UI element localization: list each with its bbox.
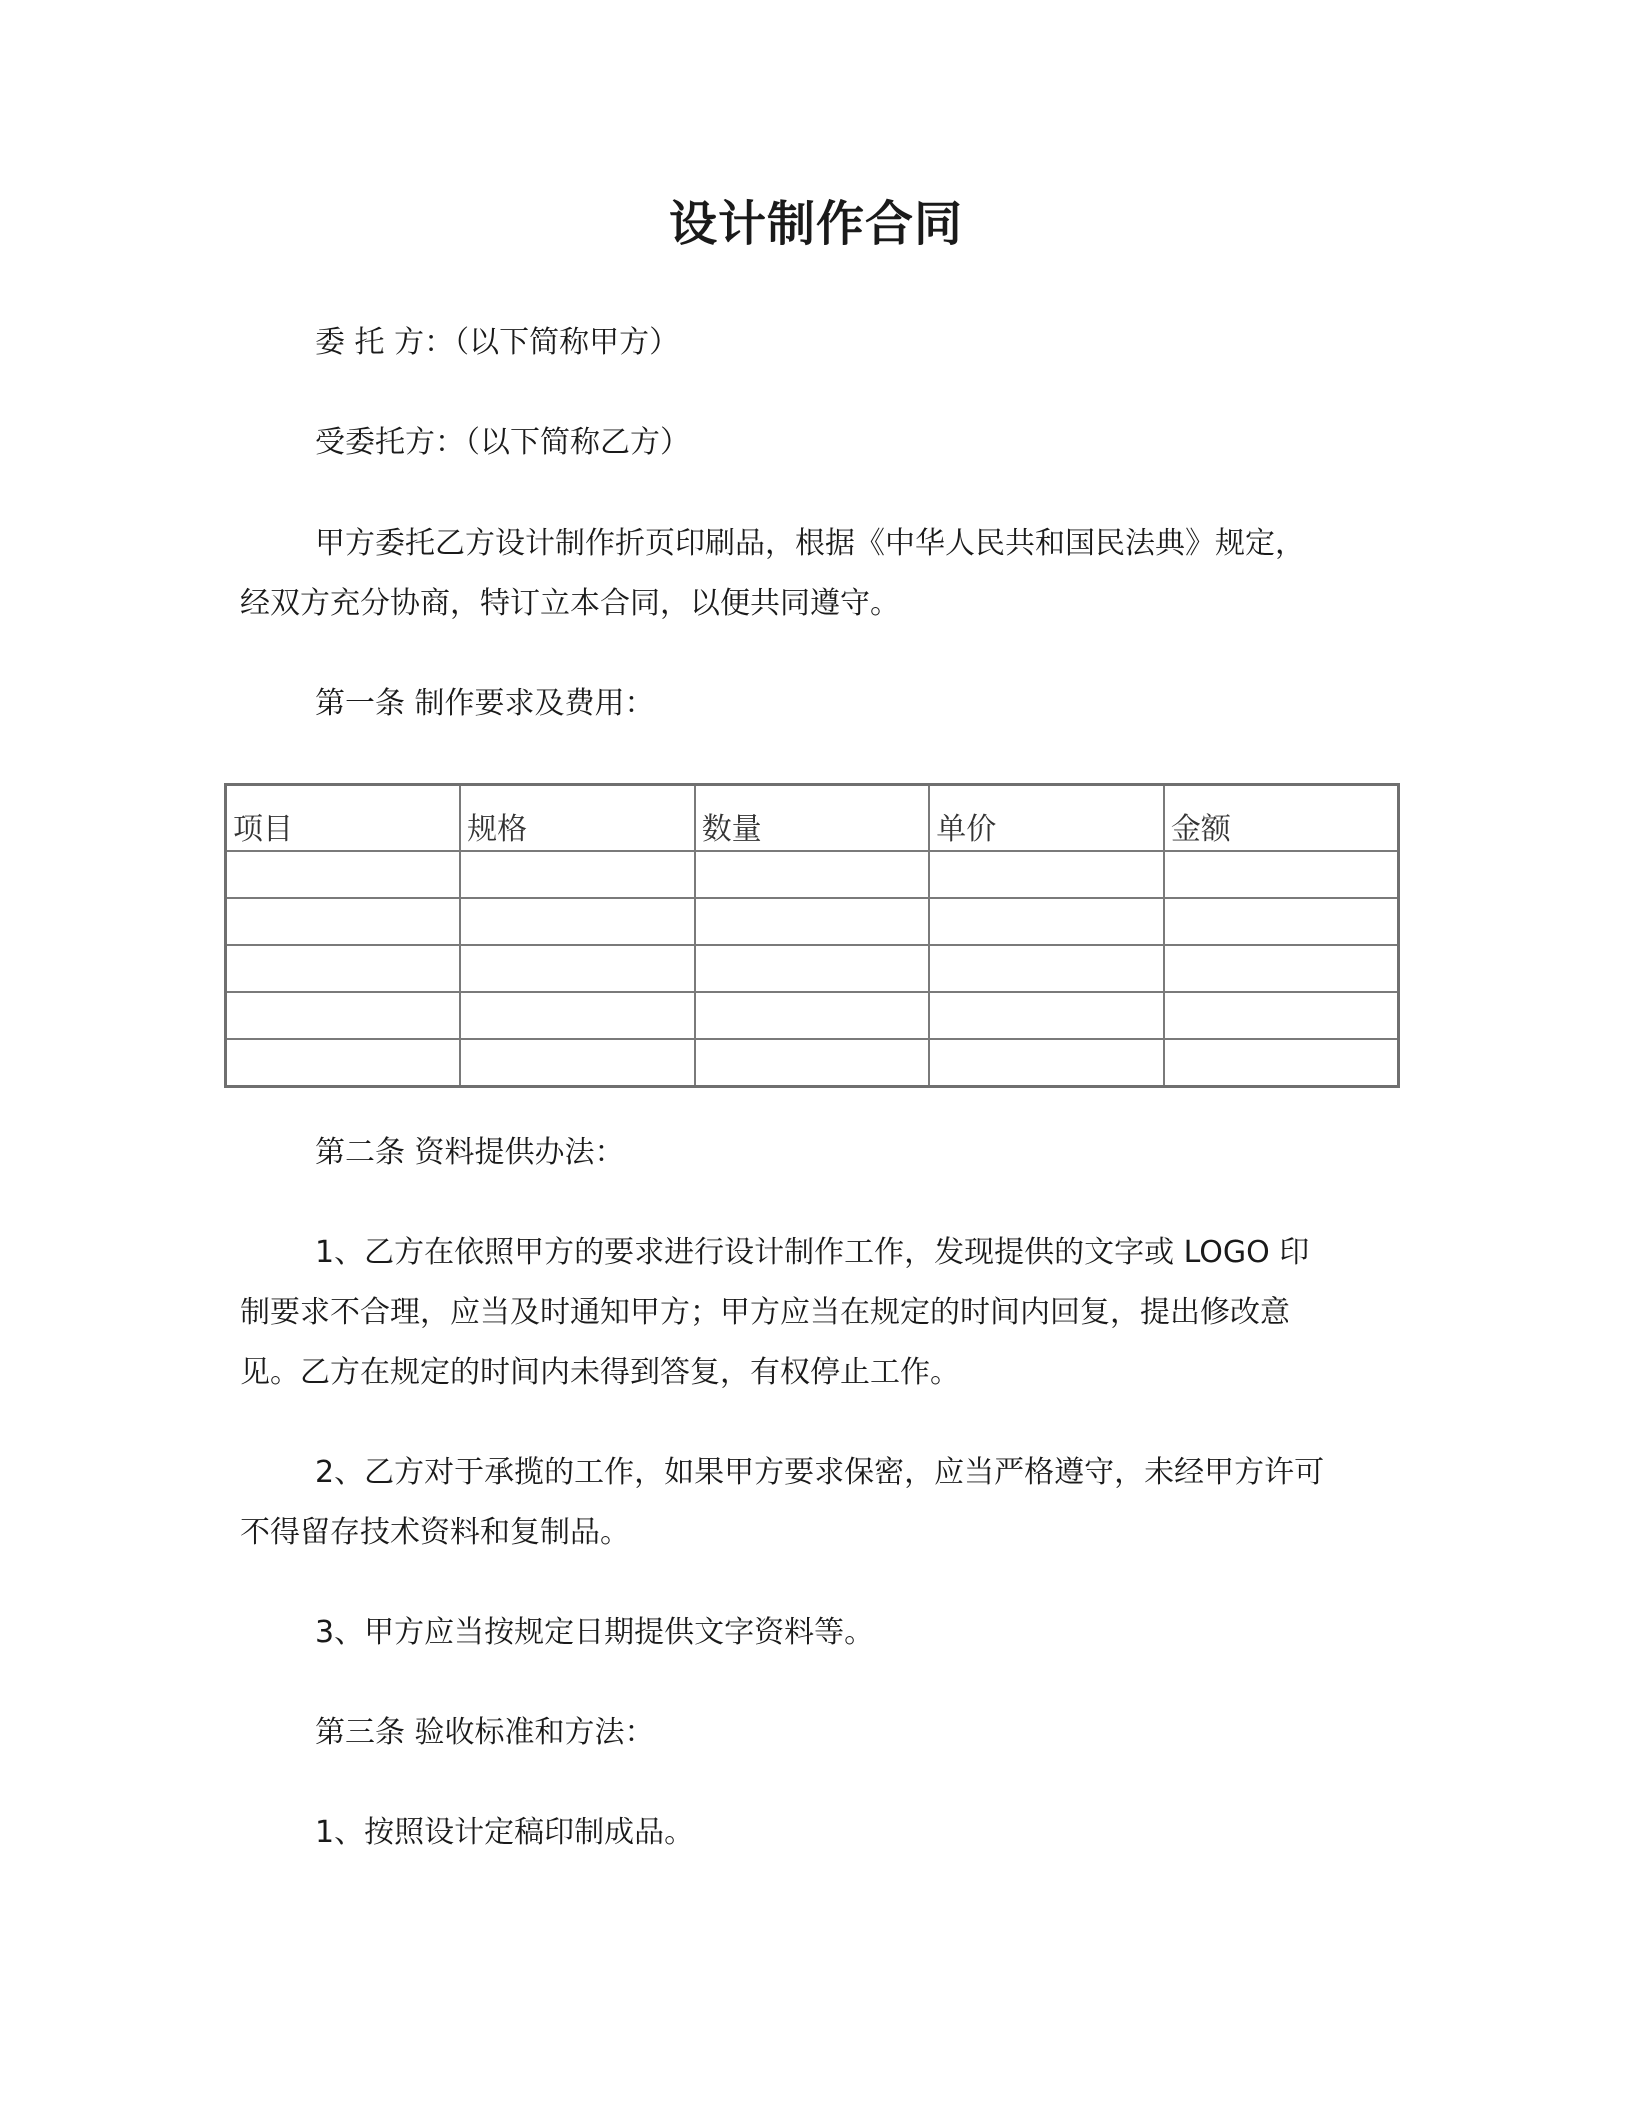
table-cell: [929, 1039, 1164, 1087]
table-cell: [1164, 1039, 1399, 1087]
spec-table: [224, 783, 1400, 1088]
table-row: [226, 992, 1399, 1039]
table-cell: [226, 945, 461, 992]
table-cell: [695, 992, 930, 1039]
table-cell: [226, 898, 461, 945]
document-title: 设计制作合同: [668, 196, 963, 252]
table-cell: [226, 992, 461, 1039]
table-header-quantity: 数量: [695, 785, 930, 852]
article-1-heading: 第一条 制作要求及费用：: [315, 686, 655, 721]
table-header-item: 项目: [226, 785, 461, 852]
clause-2-2-line-1: 2、乙方对于承揽的工作，如果甲方要求保密，应当严格遵守，未经甲方许可: [315, 1455, 1325, 1490]
party-b-line: 受委托方：（以下简称乙方）: [315, 425, 690, 460]
table-header-row: [226, 785, 1399, 852]
table-cell: [929, 898, 1164, 945]
table-cell: [695, 1039, 930, 1087]
table-cell: [226, 851, 461, 898]
table-cell: [695, 898, 930, 945]
table-cell: [929, 851, 1164, 898]
table-header-spec: 规格: [460, 785, 695, 852]
table-cell: [929, 992, 1164, 1039]
table-cell: [226, 1039, 461, 1087]
table-header-unit-price: 单价: [929, 785, 1164, 852]
intro-paragraph-line-2: 经双方充分协商，特订立本合同，以便共同遵守。: [240, 586, 900, 621]
table-cell: [1164, 851, 1399, 898]
table-row: [226, 851, 1399, 898]
clause-2-3: 3、甲方应当按规定日期提供文字资料等。: [315, 1615, 875, 1650]
table-cell: [460, 1039, 695, 1087]
table-cell: [460, 898, 695, 945]
article-2-heading: 第二条 资料提供办法：: [315, 1135, 625, 1170]
clause-2-1-line-1: 1、乙方在依照甲方的要求进行设计制作工作，发现提供的文字或 LOGO 印: [315, 1235, 1310, 1270]
table-cell: [460, 945, 695, 992]
table-row: [226, 945, 1399, 992]
table-cell: [1164, 945, 1399, 992]
clause-2-2-line-2: 不得留存技术资料和复制品。: [240, 1515, 630, 1550]
table-cell: [460, 992, 695, 1039]
article-3-heading: 第三条 验收标准和方法：: [315, 1715, 655, 1750]
intro-paragraph-line-1: 甲方委托乙方设计制作折页印刷品，根据《中华人民共和国民法典》规定，: [315, 526, 1305, 561]
clause-3-1: 1、按照设计定稿印制成品。: [315, 1815, 695, 1850]
clause-2-1-line-2: 制要求不合理，应当及时通知甲方；甲方应当在规定的时间内回复，提出修改意: [240, 1295, 1290, 1330]
table-header-amount: 金额: [1164, 785, 1399, 852]
table-cell: [695, 945, 930, 992]
table-cell: [1164, 898, 1399, 945]
table-cell: [929, 945, 1164, 992]
party-a-line: 委 托 方：（以下简称甲方）: [315, 325, 680, 360]
table-row: [226, 898, 1399, 945]
table-cell: [695, 851, 930, 898]
table-cell: [1164, 992, 1399, 1039]
table-row: [226, 1039, 1399, 1087]
table-cell: [460, 851, 695, 898]
clause-2-1-line-3: 见。乙方在规定的时间内未得到答复，有权停止工作。: [240, 1355, 960, 1390]
